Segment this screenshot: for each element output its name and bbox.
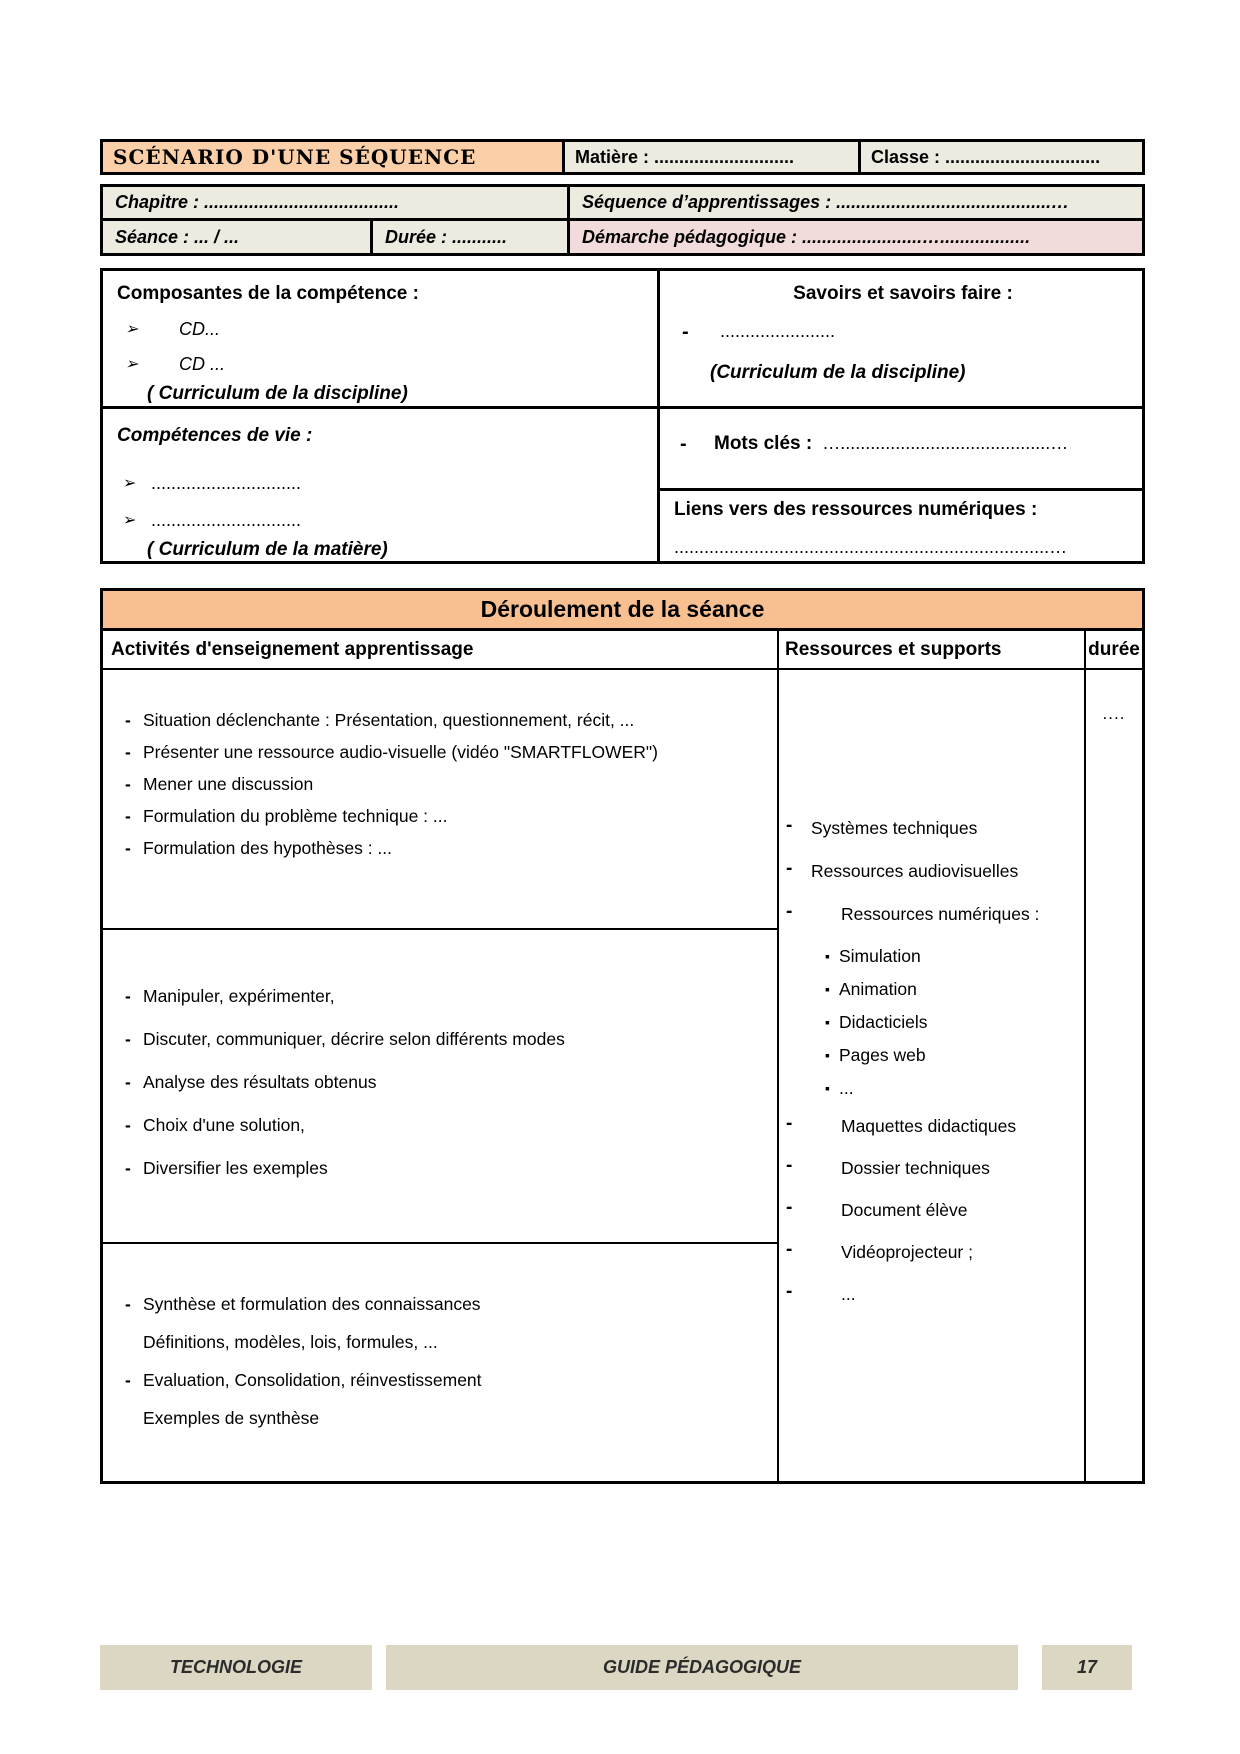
deroulement-body xyxy=(103,670,1142,1481)
seance-field: Séance : ... / ... xyxy=(103,221,373,253)
deroulement-banner: Déroulement de la séance xyxy=(103,591,1142,631)
demarche-field: Démarche pédagogique : ........................….................. xyxy=(570,221,1142,253)
title-bar xyxy=(100,139,1145,175)
activity-item: - Evaluation, Consolidation, réinvestissement xyxy=(125,1370,767,1391)
competence-item: ➢ CD... xyxy=(117,319,647,340)
savoirs-title: Savoirs et savoirs faire : xyxy=(793,283,1013,304)
activity-item: - Synthèse et formulation des connaissances xyxy=(125,1294,767,1315)
resource-item: - Document élève xyxy=(779,1200,1084,1220)
footer-subject: TECHNOLOGIE xyxy=(100,1645,372,1690)
activities-row-2 xyxy=(103,930,777,1244)
activity-item-continuation: Définitions, modèles, lois, formules, ... xyxy=(143,1332,438,1352)
savoirs-note: (Curriculum de la discipline) xyxy=(710,362,966,383)
competence-item: ➢ CD ... xyxy=(117,354,647,375)
footer-page-number: 17 xyxy=(1042,1645,1132,1690)
vie-title: Compétences de vie : xyxy=(117,425,313,446)
chapitre-field: Chapitre : ....................................... xyxy=(103,187,570,218)
matiere-field: Matière : ............................ xyxy=(565,142,861,172)
info-table xyxy=(100,184,1145,256)
deroulement-table xyxy=(100,588,1145,1484)
duree-value: .... xyxy=(1102,704,1126,723)
column-header-ressources: Ressources et supports xyxy=(779,631,1086,668)
vie-item: ➢ .............................. xyxy=(117,510,647,531)
resource-item: - Ressources numériques : xyxy=(779,904,1084,924)
resource-item: - Vidéoprojecteur ; xyxy=(779,1242,1084,1262)
column-header-activites: Activités d'enseignement apprentissage xyxy=(103,631,779,668)
resource-item: - Dossier techniques xyxy=(779,1158,1084,1178)
savoirs-box xyxy=(657,268,1145,409)
competence-title: Composantes de la compétence : xyxy=(117,283,419,304)
info-row-seance xyxy=(103,218,1142,253)
column-header-duree: durée xyxy=(1088,638,1140,660)
activity-item: - Discuter, communiquer, décrire selon différents modes xyxy=(125,1029,767,1050)
liens-box xyxy=(657,488,1145,564)
activity-item: - Diversifier les exemples xyxy=(125,1158,767,1179)
competence-note: ( Curriculum de la discipline) xyxy=(147,383,408,404)
mots-cles-box xyxy=(657,406,1145,491)
resources-column xyxy=(779,670,1086,1481)
activity-item: - Manipuler, expérimenter, xyxy=(125,986,767,1007)
duree-column xyxy=(1086,670,1142,1481)
classe-field: Classe : ............................... xyxy=(861,142,1142,172)
activity-item: - Analyse des résultats obtenus xyxy=(125,1072,767,1093)
activity-item: - Mener une discussion xyxy=(125,774,767,795)
mots-cles-label: Mots clés : xyxy=(714,433,813,454)
vie-item: ➢ .............................. xyxy=(117,473,647,494)
resource-item: - Ressources audiovisuelles xyxy=(779,861,1084,881)
resource-item: - Maquettes didactiques xyxy=(779,1116,1084,1136)
resource-subitem: ▪ Simulation xyxy=(779,946,1084,966)
activities-column xyxy=(103,670,779,1481)
activity-item: - Situation déclenchante : Présentation, questionnement, récit, ... xyxy=(125,710,767,731)
activity-item: - Formulation du problème technique : ... xyxy=(125,806,767,827)
mots-cles-line xyxy=(674,433,1132,455)
vie-box xyxy=(100,406,660,564)
resource-item: - ... xyxy=(779,1284,1084,1304)
activity-item: - Formulation des hypothèses : ... xyxy=(125,838,767,859)
savoirs-item: - ....................... xyxy=(674,321,1132,342)
resource-subitem: ▪ ... xyxy=(779,1078,1084,1098)
page-title: SCÉNARIO D'UNE SÉQUENCE xyxy=(103,142,565,172)
activity-item: - Présenter une ressource audio-visuelle (vidéo "SMARTFLOWER") xyxy=(125,742,767,763)
deroulement-header-row xyxy=(103,631,1142,670)
resource-subitem: ▪ Animation xyxy=(779,979,1084,999)
duree-field: Durée : ........... xyxy=(373,221,570,253)
activities-row-3 xyxy=(103,1244,777,1481)
vie-note: ( Curriculum de la matière) xyxy=(147,539,388,560)
info-row-chapitre xyxy=(103,187,1142,218)
activities-row-1 xyxy=(103,670,777,930)
sequence-field: Séquence d’apprentissages : ...........................................… xyxy=(570,187,1142,218)
competence-box xyxy=(100,268,660,409)
resource-item: - Systèmes techniques xyxy=(779,818,1084,838)
footer-title: GUIDE PÉDAGOGIQUE xyxy=(386,1645,1018,1690)
activity-item: - Choix d'une solution, xyxy=(125,1115,767,1136)
liens-title: Liens vers des ressources numériques : xyxy=(674,499,1038,520)
resource-subitem: ▪ Pages web xyxy=(779,1045,1084,1065)
liens-dots: ...........................................................................… xyxy=(674,537,1068,557)
activity-item-continuation: Exemples de synthèse xyxy=(143,1408,320,1428)
resource-subitem: ▪ Didacticiels xyxy=(779,1012,1084,1032)
mots-cles-dots: …..........................................… xyxy=(822,433,1069,453)
